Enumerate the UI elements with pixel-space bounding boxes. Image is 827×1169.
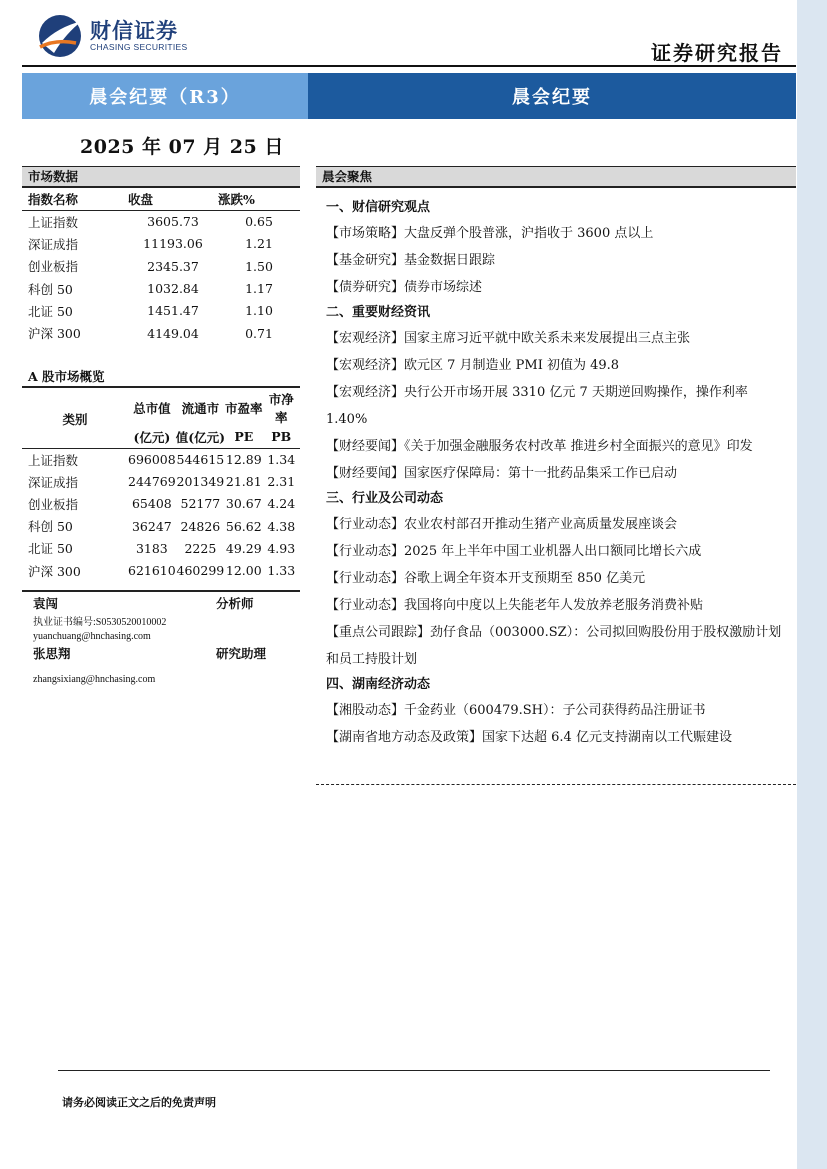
analyst-2-email <box>33 670 155 685</box>
analyst-1-cert <box>33 613 166 628</box>
focus-list <box>322 196 792 751</box>
cell-index: 北证 50 <box>28 303 73 319</box>
table-row <box>22 537 300 559</box>
cell-category: 深证成指 <box>28 474 79 490</box>
focus-item: 【债券研究】债券市场综述 <box>326 280 483 295</box>
col-header-pe: 市盈率 <box>225 400 263 416</box>
cell-pb: 1.34 <box>267 452 296 468</box>
cell-total-cap: 65408 <box>131 496 172 512</box>
analyst-1-name <box>33 594 58 612</box>
col-header-pb: 市净率 <box>268 391 294 425</box>
col-header-pe-unit: PE <box>234 429 254 444</box>
cell-pe: 49.29 <box>225 540 262 556</box>
section-rule <box>316 186 796 188</box>
analyst-2-name <box>33 644 71 662</box>
table-header-row <box>22 390 300 426</box>
cell-index: 创业板指 <box>28 259 79 275</box>
cell-close: 1032.84 <box>147 281 199 297</box>
header-divider <box>22 65 796 67</box>
focus-item: 【重点公司跟踪】劲仔食品（003000.SZ）：公司拟回购股份用于股权激励计划和员工持股计划 <box>326 625 782 667</box>
analyst-email[interactable]: yuanchuang@hnchasing.com <box>33 631 151 642</box>
analyst-name: 袁闯 <box>33 596 59 611</box>
cell-change: 0.65 <box>245 214 273 230</box>
analyst-1-role <box>216 594 254 612</box>
cell-float-cap: 201349 <box>176 474 225 490</box>
cell-index: 深证成指 <box>28 236 79 252</box>
focus-item: 【行业动态】农业农村部召开推动生猪产业高质量发展座谈会 <box>326 517 678 532</box>
col-header-category: 类别 <box>62 411 88 427</box>
table-row <box>22 515 300 537</box>
cell-change: 1.10 <box>245 303 273 319</box>
focus-header <box>316 166 796 188</box>
analyst-cert: 执业证书编号:S0530520010002 <box>33 617 167 628</box>
market-data-table <box>22 188 300 345</box>
table-row <box>22 493 300 515</box>
banner-left: 晨会纪要（R3） <box>22 73 308 119</box>
section-rule <box>22 386 300 388</box>
focus-item: 【宏观经济】国家主席习近平就中欧关系未来发展提出三点主张 <box>326 331 691 346</box>
report-date: 2025 年 07 月 25 日 <box>80 136 284 158</box>
col-header-pb-unit: PB <box>271 429 292 444</box>
cell-pb: 2.31 <box>267 474 296 490</box>
cell-close: 2345.37 <box>147 258 199 274</box>
focus-item: 【湘股动态】千金药业（600479.SH）：子公司获得药品注册证书 <box>326 703 706 718</box>
table-row <box>22 277 300 299</box>
focus-item: 【基金研究】基金数据日跟踪 <box>326 253 496 268</box>
market-data-section <box>22 166 300 344</box>
cell-float-cap: 2225 <box>184 540 217 556</box>
col-header-float-cap-unit: 值(亿元) <box>175 429 226 445</box>
cell-total-cap: 621610 <box>128 563 176 579</box>
cell-category: 沪深 300 <box>28 563 81 579</box>
analyst-name: 张思翔 <box>33 646 71 661</box>
cell-float-cap: 544615 <box>176 452 225 468</box>
cell-total-cap: 3183 <box>135 540 168 556</box>
focus-bottom-rule <box>316 784 796 785</box>
cell-change: 1.17 <box>245 281 273 297</box>
table-row <box>22 210 300 233</box>
logo-text-en: CHASING SECURITIES <box>90 42 188 52</box>
cell-close: 4149.04 <box>147 325 199 341</box>
cell-float-cap: 460299 <box>176 563 225 579</box>
analyst-2-role <box>216 644 266 662</box>
cell-pb: 4.93 <box>267 540 296 556</box>
focus-item: 【行业动态】谷歌上调全年资本开支预期至 850 亿美元 <box>326 571 646 586</box>
table-row <box>22 300 300 322</box>
cell-pb: 4.38 <box>267 518 296 534</box>
analyst-top-rule <box>22 590 300 592</box>
cell-pe: 56.62 <box>225 518 262 534</box>
cell-category: 上证指数 <box>28 452 79 468</box>
focus-item: 【行业动态】我国将向中度以上失能老年人发放养老服务消费补贴 <box>326 598 704 613</box>
cell-index: 科创 50 <box>28 281 73 297</box>
col-header-total-cap: 总市值 <box>133 400 171 416</box>
cell-pb: 1.33 <box>267 563 296 579</box>
focus-section-heading: 一、财信研究观点 <box>326 200 431 215</box>
cell-change: 1.21 <box>245 236 273 252</box>
focus-item: 【财经要闻】国家医疗保障局：第十一批药品集采工作已启动 <box>326 466 678 481</box>
overview-table <box>22 390 300 582</box>
footer-divider <box>58 1070 770 1071</box>
focus-item: 【宏观经济】欧元区 7 月制造业 PMI 初值为 49.8 <box>326 358 620 373</box>
cell-close: 3605.73 <box>147 214 199 230</box>
focus-item: 【宏观经济】央行公开市场开展 3310 亿元 7 天期逆回购操作，操作利率 1.40% <box>326 385 748 427</box>
focus-item: 【行业动态】2025 年上半年中国工业机器人出口额同比增长六成 <box>326 544 702 559</box>
table-row <box>22 559 300 581</box>
cell-pe: 12.00 <box>225 563 262 579</box>
focus-item: 【财经要闻】《关于加强金融服务农村改革 推进乡村全面振兴的意见》印发 <box>326 439 753 454</box>
disclaimer-note: 请务必阅读正文之后的免责声明 <box>62 1096 216 1109</box>
overview-title: A 股市场概览 <box>28 369 105 384</box>
cell-float-cap: 24826 <box>180 518 221 534</box>
col-header-index: 指数名称 <box>28 191 79 207</box>
cell-total-cap: 36247 <box>131 518 172 534</box>
cell-total-cap: 696008 <box>128 452 176 468</box>
cell-change: 0.71 <box>245 325 273 341</box>
analyst-role: 分析师 <box>216 596 254 611</box>
analyst-role: 研究助理 <box>216 646 267 661</box>
table-header-row <box>22 188 300 211</box>
cell-pe: 30.67 <box>225 496 262 512</box>
a-share-overview-section <box>22 368 300 582</box>
analyst-email[interactable]: zhangsixiang@hnchasing.com <box>33 674 156 685</box>
col-header-change: 涨跌% <box>218 191 255 207</box>
table-row <box>22 448 300 471</box>
cell-close: 11193.06 <box>143 236 203 252</box>
cell-category: 科创 50 <box>28 519 73 535</box>
cell-index: 上证指数 <box>28 214 79 230</box>
focus-item: 【市场策略】大盘反弹个股普涨，沪指收于 3600 点以上 <box>326 226 654 241</box>
cell-close: 1451.47 <box>147 303 199 319</box>
logo-mark-icon <box>36 13 88 59</box>
focus-section-heading: 二、重要财经资讯 <box>326 305 431 320</box>
banner-right: 晨会纪要 <box>308 73 796 119</box>
cell-total-cap: 244769 <box>128 474 176 490</box>
focus-title: 晨会聚焦 <box>316 166 796 186</box>
table-row <box>22 233 300 255</box>
cell-pe: 21.81 <box>225 474 262 490</box>
cell-category: 北证 50 <box>28 541 73 557</box>
decorative-side-strip <box>797 0 827 1169</box>
col-header-total-cap-unit: (亿元) <box>133 429 171 445</box>
market-data-title: 市场数据 <box>22 166 300 186</box>
focus-section-heading: 三、行业及公司动态 <box>326 491 444 506</box>
report-type-label: 证券研究报告 <box>651 41 783 65</box>
analyst-1-email <box>33 627 151 642</box>
table-row <box>22 471 300 493</box>
table-row <box>22 322 300 344</box>
cell-pe: 12.89 <box>225 452 262 468</box>
cell-index: 沪深 300 <box>28 326 81 342</box>
cell-category: 创业板指 <box>28 496 79 512</box>
cell-pb: 4.24 <box>267 496 296 512</box>
col-header-close: 收盘 <box>128 191 154 207</box>
cell-float-cap: 52177 <box>180 496 221 512</box>
cell-change: 1.50 <box>245 258 273 274</box>
logo-text-cn: 财信证券 <box>90 19 178 43</box>
col-header-float-cap: 流通市 <box>181 400 220 416</box>
table-row <box>22 255 300 277</box>
focus-section-heading: 四、湖南经济动态 <box>326 677 431 692</box>
focus-item: 【湖南省地方动态及政策】国家下达超 6.4 亿元支持湖南以工代赈建设 <box>326 730 732 745</box>
